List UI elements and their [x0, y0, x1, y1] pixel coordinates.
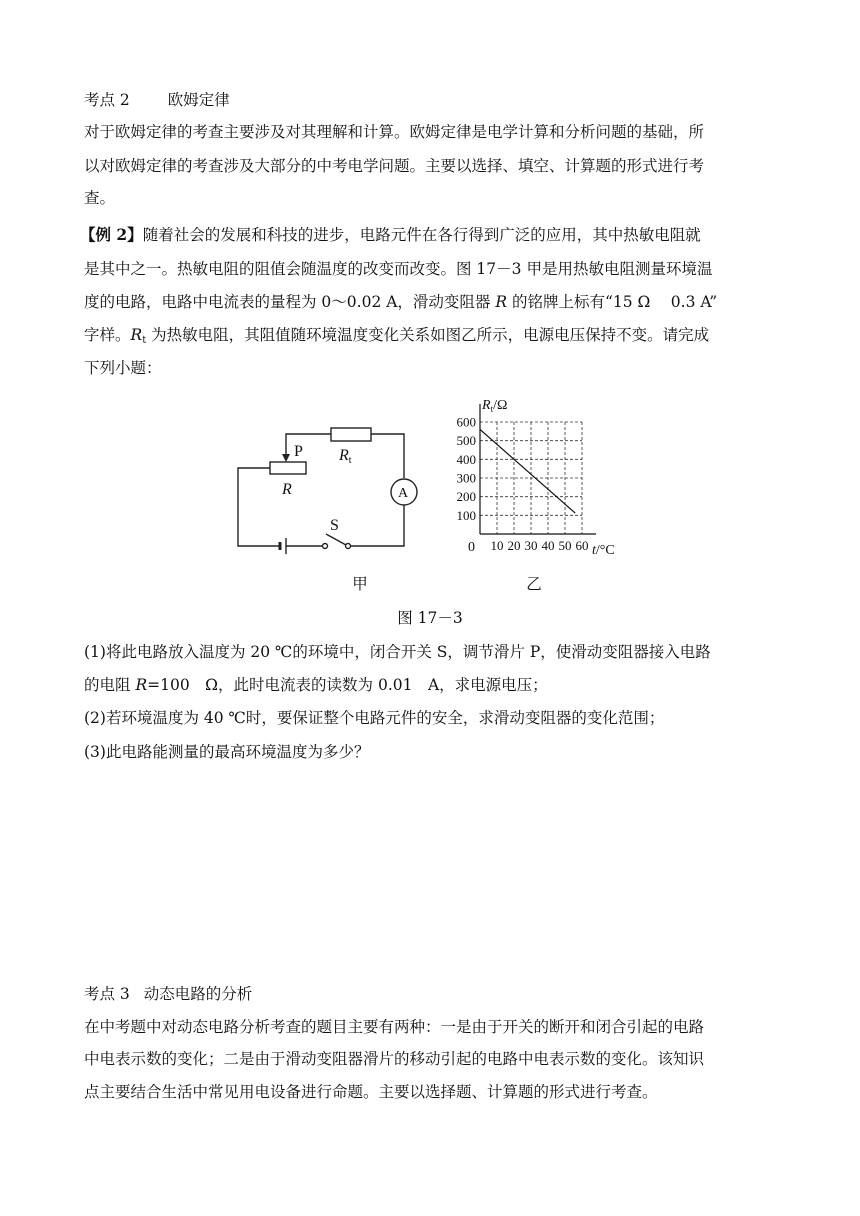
x-tick-label: 60: [575, 538, 589, 553]
resistance-temperature-graph: [440, 393, 625, 563]
y-axis-label: $R_t/\Omega$: [482, 398, 508, 414]
circuit-wire: [351, 505, 404, 546]
x-tick-label: 40: [541, 538, 555, 553]
question-1-line: (1)将此电路放入温度为 20 ℃的环境中，闭合开关 S，调节滑片 P，使滑动变阻器接入电路: [84, 643, 711, 661]
variable-Rt: R: [130, 326, 143, 344]
y-tick-label: 400: [456, 451, 476, 467]
x-tick-label: 50: [558, 538, 572, 553]
label-Rt: Rt: [339, 447, 352, 466]
section-3-paragraph-line: 中电表示数的变化；二是由于滑动变阻器滑片的移动引起的电路中电表示数的变化。该知识: [84, 1050, 705, 1068]
x-tick-label: 30: [524, 538, 538, 553]
y-tick-label: 600: [456, 414, 476, 430]
y-tick-label: 500: [456, 433, 476, 449]
section-2-paragraph-line: 以对欧姆定律的考查涉及大部分的中考电学问题。主要以选择、填空、计算题的形式进行考: [84, 157, 705, 175]
question-3: (3)此电路能测量的最高环境温度为多少？: [84, 743, 370, 761]
graph-tick-labels: [457, 415, 589, 554]
variable-Rt-subscript: t: [142, 335, 147, 346]
graph-grid: [480, 422, 582, 534]
rheostat-resistor: [270, 462, 306, 474]
example-text: 字样。: [84, 326, 131, 344]
origin-label: 0: [468, 540, 475, 555]
ammeter-label: A: [398, 486, 409, 501]
question-1-line: [84, 674, 548, 696]
example-line: [84, 291, 717, 313]
circuit-wire: [286, 434, 331, 454]
slider-arrow-head: [282, 454, 290, 462]
x-tick-label: 10: [490, 538, 504, 553]
variable-R: R: [135, 676, 148, 694]
section-3-heading: [84, 983, 252, 1005]
section-2-paragraph-line: 对于欧姆定律的考查主要涉及对其理解和计算。欧姆定律是电学计算和分析问题的基础，所: [84, 123, 705, 141]
x-axis-label: t/°C: [592, 543, 615, 558]
example-line: [80, 224, 701, 246]
label-P: P: [294, 443, 303, 460]
switch-contact: [323, 544, 328, 549]
example-text: 度的电路，电路中电流表的量程为 0～0.02 A，滑动变阻器: [84, 293, 496, 311]
x-tick-label: 20: [507, 538, 521, 553]
circuit-wire: [238, 468, 280, 546]
switch-contact: [346, 544, 351, 549]
figure-caption: 图 17－3: [397, 609, 463, 627]
example-line: [84, 324, 709, 352]
example-tag: 【例 2】: [80, 225, 143, 244]
circuit-wire: [371, 434, 404, 478]
example-text: 为热敏电阻，其阻值随环境温度变化关系如图乙所示，电源电压保持不变。请完成: [146, 326, 710, 344]
series-line-rt-vs-temperature: [480, 429, 575, 513]
variable-R: R: [495, 293, 508, 311]
section-2-heading: [84, 89, 230, 111]
section-2-number: 考点 2: [84, 91, 130, 109]
thermistor-resistor: [331, 428, 371, 441]
y-tick-label: 100: [456, 507, 476, 523]
question-text: =100 Ω，此时电流表的读数为 0.01 A，求电源电压；: [147, 676, 548, 694]
graph-series: [480, 429, 575, 513]
y-tick-label: 200: [456, 489, 476, 505]
y-tick-label: 300: [456, 470, 476, 486]
section-2-title: 欧姆定律: [167, 91, 230, 109]
section-2-paragraph-line: 查。: [84, 189, 116, 207]
section-3-paragraph-line: 在中考题中对动态电路分析考查的题目主要有两种：一是由于开关的断开和闭合引起的电路: [84, 1018, 705, 1036]
section-3-title: 动态电路的分析: [143, 985, 253, 1003]
figure-sublabel-left: 甲: [352, 575, 368, 593]
question-text: 的电阻: [84, 676, 136, 694]
label-R: R: [282, 481, 292, 498]
circuit-diagram: [230, 408, 420, 558]
label-S: S: [330, 517, 339, 534]
example-line: 是其中之一。热敏电阻的阻值会随温度的改变而改变。图 17－3 甲是用热敏电阻测量环境温: [84, 260, 713, 278]
question-2: (2)若环境温度为 40 ℃时，要保证整个电路元件的安全，求滑动变阻器的变化范围；: [84, 709, 665, 727]
switch-blade: [326, 534, 346, 545]
example-line: 下列小题：: [84, 359, 162, 377]
example-text: 随着社会的发展和科技的进步，电路元件在各行得到广泛的应用，其中热敏电阻就: [142, 226, 701, 244]
example-text: 的铭牌上标有“15 Ω 0.3 A”: [507, 293, 718, 311]
section-3-paragraph-line: 点主要结合生活中常见用电设备进行命题。主要以选择题、计算题的形式进行考查。: [84, 1083, 658, 1101]
section-3-number: 考点 3: [84, 985, 130, 1003]
figure-sublabel-right: 乙: [526, 575, 542, 593]
